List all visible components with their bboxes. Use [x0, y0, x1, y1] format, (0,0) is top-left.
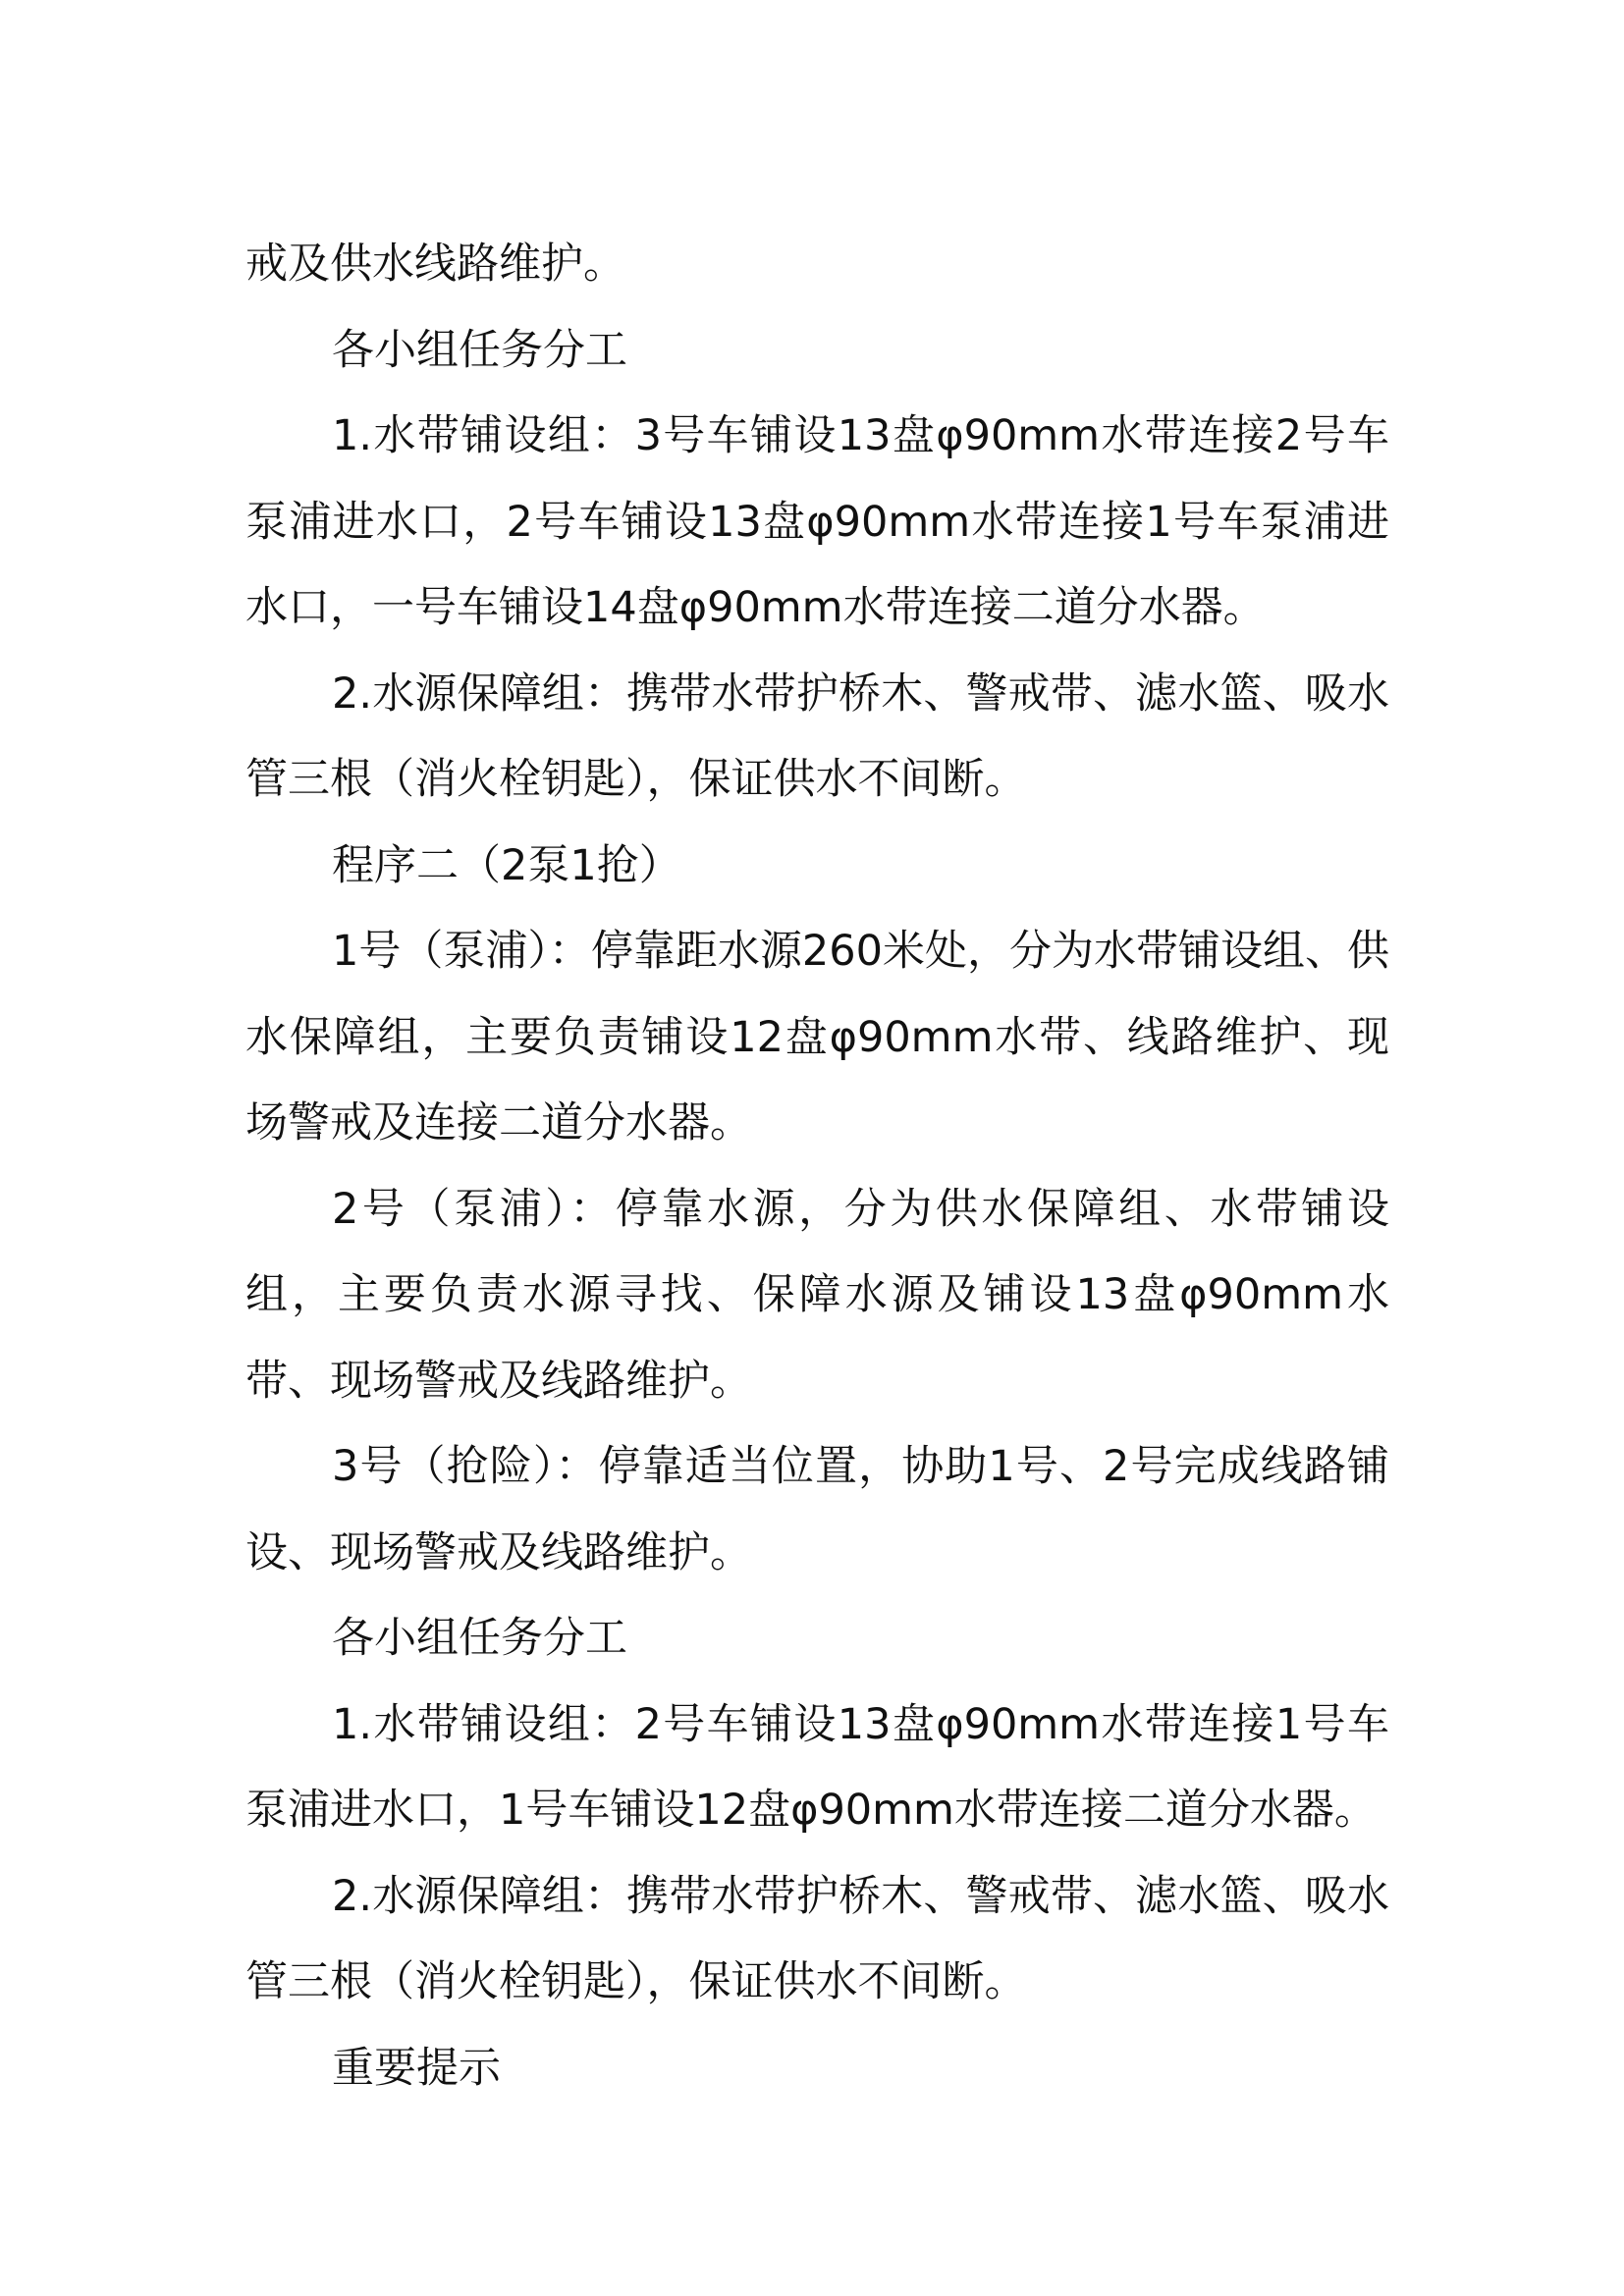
section-heading-procedure-two: 程序二（2泵1抢）	[332, 840, 681, 890]
section-heading-task-division-2: 各小组任务分工	[332, 1614, 627, 1663]
paragraph-water-source-group-2: 2.水源保障组：携带水带护桥木、警戒带、滤水篮、吸水管三根（消火栓钥匙），保证供水不间断。	[245, 1871, 1389, 2006]
paragraph-hose-laying-group: 1.水带铺设组：3号车铺设13盘φ90mm水带连接2号车泵浦进水口，2号车铺设13盘φ90mm水带连接1号车泵浦进水口，一号车铺设14盘φ90mm水带连接二道分水器。	[245, 411, 1389, 632]
paragraph-continuation: 戒及供水线路维护。	[245, 240, 625, 289]
section-heading-task-division: 各小组任务分工	[332, 325, 627, 375]
paragraph-truck-2: 2号（泵浦）：停靠水源，分为供水保障组、水带铺设组，主要负责水源寻找、保障水源及铺设13盘φ90mm水带、现场警戒及线路维护。	[245, 1184, 1389, 1406]
paragraph-truck-1: 1号（泵浦）：停靠距水源260米处，分为水带铺设组、供水保障组，主要负责铺设12盘φ90mm水带、线路维护、现场警戒及连接二道分水器。	[245, 927, 1389, 1148]
paragraph-truck-3: 3号（抢险）：停靠适当位置，协助1号、2号完成线路铺设、现场警戒及线路维护。	[245, 1442, 1389, 1577]
section-heading-important-notice: 重要提示	[332, 2043, 501, 2093]
document-body	[245, 222, 1389, 2111]
paragraph-water-source-group: 2.水源保障组：携带水带护桥木、警戒带、滤水篮、吸水管三根（消火栓钥匙），保证供水不间断。	[245, 668, 1389, 804]
paragraph-hose-laying-group-2: 1.水带铺设组：2号车铺设13盘φ90mm水带连接1号车泵浦进水口，1号车铺设12盘φ90mm水带连接二道分水器。	[245, 1699, 1389, 1835]
